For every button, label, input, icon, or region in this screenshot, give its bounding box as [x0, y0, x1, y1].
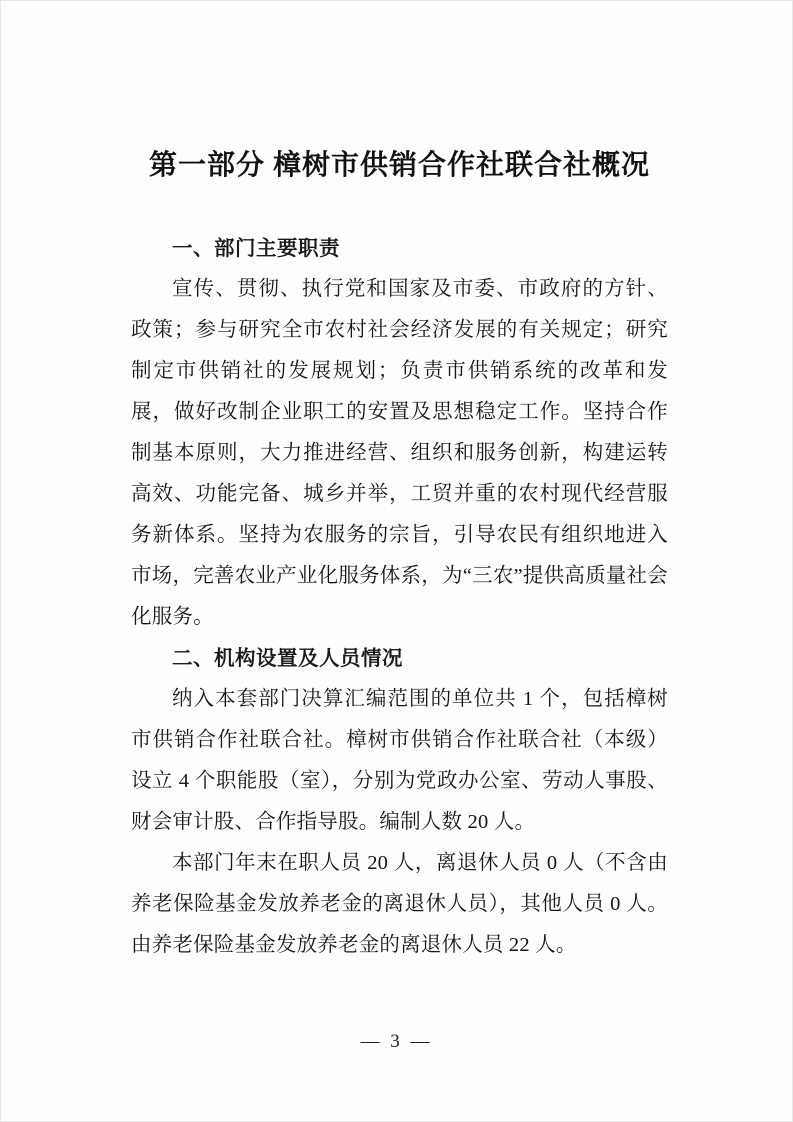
body-paragraph-personnel: 本部门年末在职人员 20 人，离退休人员 0 人（不含由养老保险基金发放养老金的离退休人员），其他人员 0 人。由养老保险基金发放养老金的离退休人员 22 人。 — [131, 852, 668, 956]
page-title: 第一部分 樟树市供销合作社联合社概况 — [148, 150, 650, 181]
body-paragraph-units: 纳入本套部门决算汇编范围的单位共 1 个，包括樟树市供销合作社联合社。樟树市供销合作社联合社（本级）设立 4 个职能股（室），分别为党政办公室、劳动人事股、财会审计股、合作指导股。编制人数 20 人。 — [131, 688, 668, 833]
page-number: — 3 — — [360, 1031, 433, 1052]
section-heading-duties: 一、部门主要职责 — [172, 237, 340, 260]
section-heading-staffing: 二、机构设置及人员情况 — [172, 647, 403, 670]
document-content — [131, 144, 668, 966]
body-paragraph-duties: 宣传、贯彻、执行党和国家及市委、市政府的方针、政策；参与研究全市农村社会经济发展的有关规定；研究制定市供销社的发展规划；负责市供销系统的改革和发展，做好改制企业职工的安置及思想稳定工作。坚持合作制基本原则，大力推进经营、组织和服务创新，构建运转高效、功能完备、城乡并举，工贸并重的农村现代经营服务新体系。坚持为农服务的宗旨，引导农民有组织地进入市场，完善农业产业化服务体系，为“三农”提供高质量社会化服务。 — [131, 278, 668, 628]
